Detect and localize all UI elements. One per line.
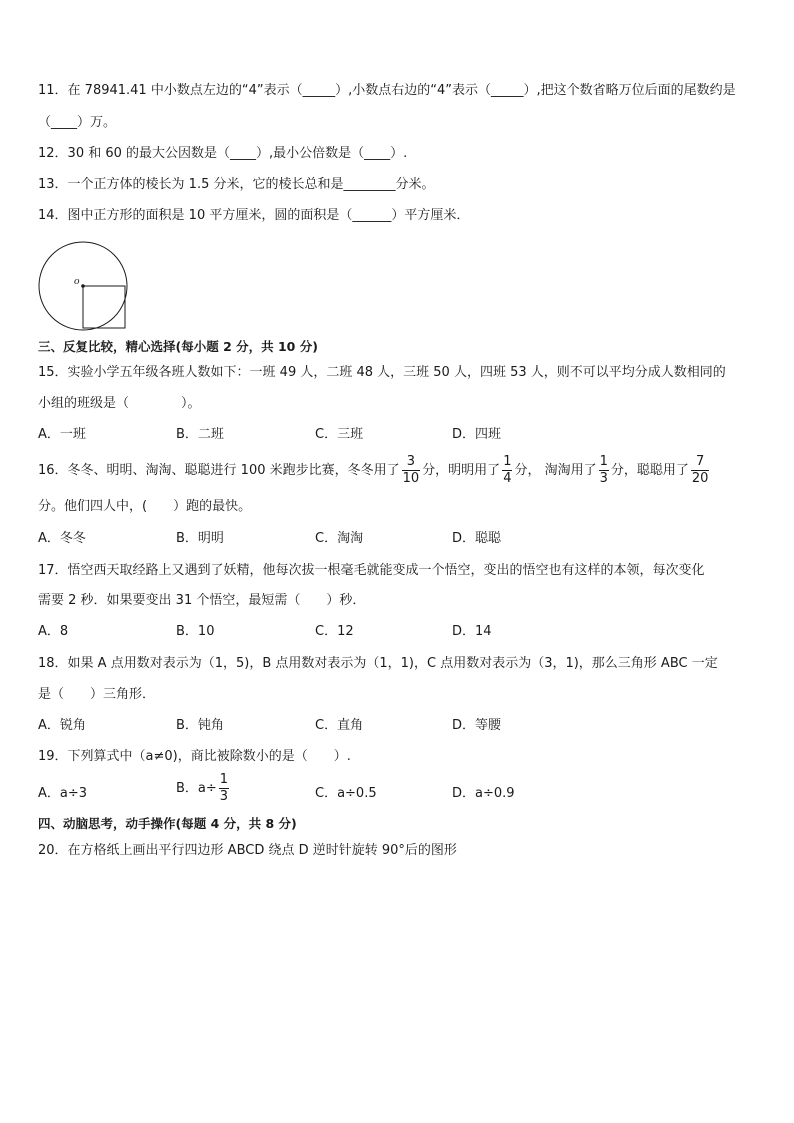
section-3-heading: 三、反复比较，精心选择(每小题 2 分，共 10 分) <box>38 339 318 354</box>
q15-line2: 小组的班级是（ ）。 <box>38 396 201 411</box>
fraction-3-10: $\frac{3}{10}$ <box>402 454 420 486</box>
q17-option-d: D．14 <box>452 624 492 639</box>
q16-option-d: D．聪聪 <box>452 531 502 546</box>
section-4-heading: 四、动脑思考，动手操作(每题 4 分，共 8 分) <box>38 816 297 831</box>
q17-line2: 需要 2 秒．如果要变出 31 个悟空，最短需（ ）秒． <box>38 593 366 608</box>
q18-option-c: C．直角 <box>315 718 364 733</box>
fraction-1-3-option: $\frac{1}{3}$ <box>219 772 229 804</box>
q16-option-a: A．冬冬 <box>38 531 86 546</box>
q15-option-d: D．四班 <box>452 427 502 442</box>
fraction-7-20: $\frac{7}{20}$ <box>691 454 709 486</box>
q16-text-3: 分， 淘淘用了 <box>514 463 597 478</box>
q18-option-b: B．钝角 <box>176 718 224 733</box>
q14: 14．图中正方形的面积是 10 平方厘米，圆的面积是（______）平方厘米． <box>38 208 470 223</box>
q16-text-4: 分，聪聪用了 <box>610 463 689 478</box>
q19-option-c: C．a÷0.5 <box>315 786 377 801</box>
q16-option-c: C．淘淘 <box>315 531 364 546</box>
q19-option-d: D．a÷0.9 <box>452 786 515 801</box>
q11-line2: （____）万。 <box>38 115 117 130</box>
fraction-1-3: $\frac{1}{3}$ <box>599 454 608 486</box>
q19-option-b: B．a÷ $\frac{1}{3}$ <box>176 772 229 804</box>
fraction-1-4: $\frac{1}{4}$ <box>503 454 512 486</box>
q17-line1: 17．悟空西天取经路上又遇到了妖精，他每次拔一根毫毛就能变成一个悟空，变出的悟空也有这样的本领，每次变化 <box>38 563 705 578</box>
q20: 20．在方格纸上画出平行四边形 ABCD 绕点 D 逆时针旋转 90°后的图形 <box>38 843 457 858</box>
q19-option-a: A．a÷3 <box>38 786 88 801</box>
q15-line1: 15．实验小学五年级各班人数如下：一班 49 人，二班 48 人，三班 50 人，四班 53 人，则不可以平均分成人数相同的 <box>38 365 726 380</box>
q16-line2: 分。他们四人中，( ）跑的最快。 <box>38 499 252 514</box>
q18-option-d: D．等腰 <box>452 718 502 733</box>
q15-option-b: B．二班 <box>176 427 224 442</box>
q12: 12．30 和 60 的最大公因数是（____）,最小公倍数是（____）. <box>38 146 408 161</box>
q17-option-a: A．8 <box>38 624 69 639</box>
q17-option-c: C．12 <box>315 624 354 639</box>
circle-square-figure <box>37 240 129 336</box>
q17-option-b: B．10 <box>176 624 215 639</box>
center-label: o <box>74 275 80 287</box>
q16-line1 <box>38 452 711 490</box>
q13: 13．一个正方体的棱长为 1.5 分米，它的棱长总和是________分米。 <box>38 177 435 192</box>
q18-line2: 是（ ）三角形． <box>38 687 156 702</box>
q16-option-b: B．明明 <box>176 531 224 546</box>
q15-option-c: C．三班 <box>315 427 364 442</box>
q16-text-2: 分，明明用了 <box>422 463 501 478</box>
q18-line1: 18．如果 A 点用数对表示为（1，5)，B 点用数对表示为（1，1)，C 点用数对表示为（3，1)，那么三角形 ABC 一定 <box>38 656 718 671</box>
q11-line1: 11．在 78941.41 中小数点左边的“4”表示（_____）,小数点右边的“4”表示（_____）,把这个数省略万位后面的尾数约是 <box>38 83 736 98</box>
q19: 19．下列算式中（a≠0)，商比被除数小的是（ ）. <box>38 749 351 764</box>
q15-option-a: A．一班 <box>38 427 86 442</box>
q16-text-1: 16．冬冬、明明、淘淘、聪聪进行 100 米跑步比赛，冬冬用了 <box>38 463 400 478</box>
q18-option-a: A．锐角 <box>38 718 86 733</box>
